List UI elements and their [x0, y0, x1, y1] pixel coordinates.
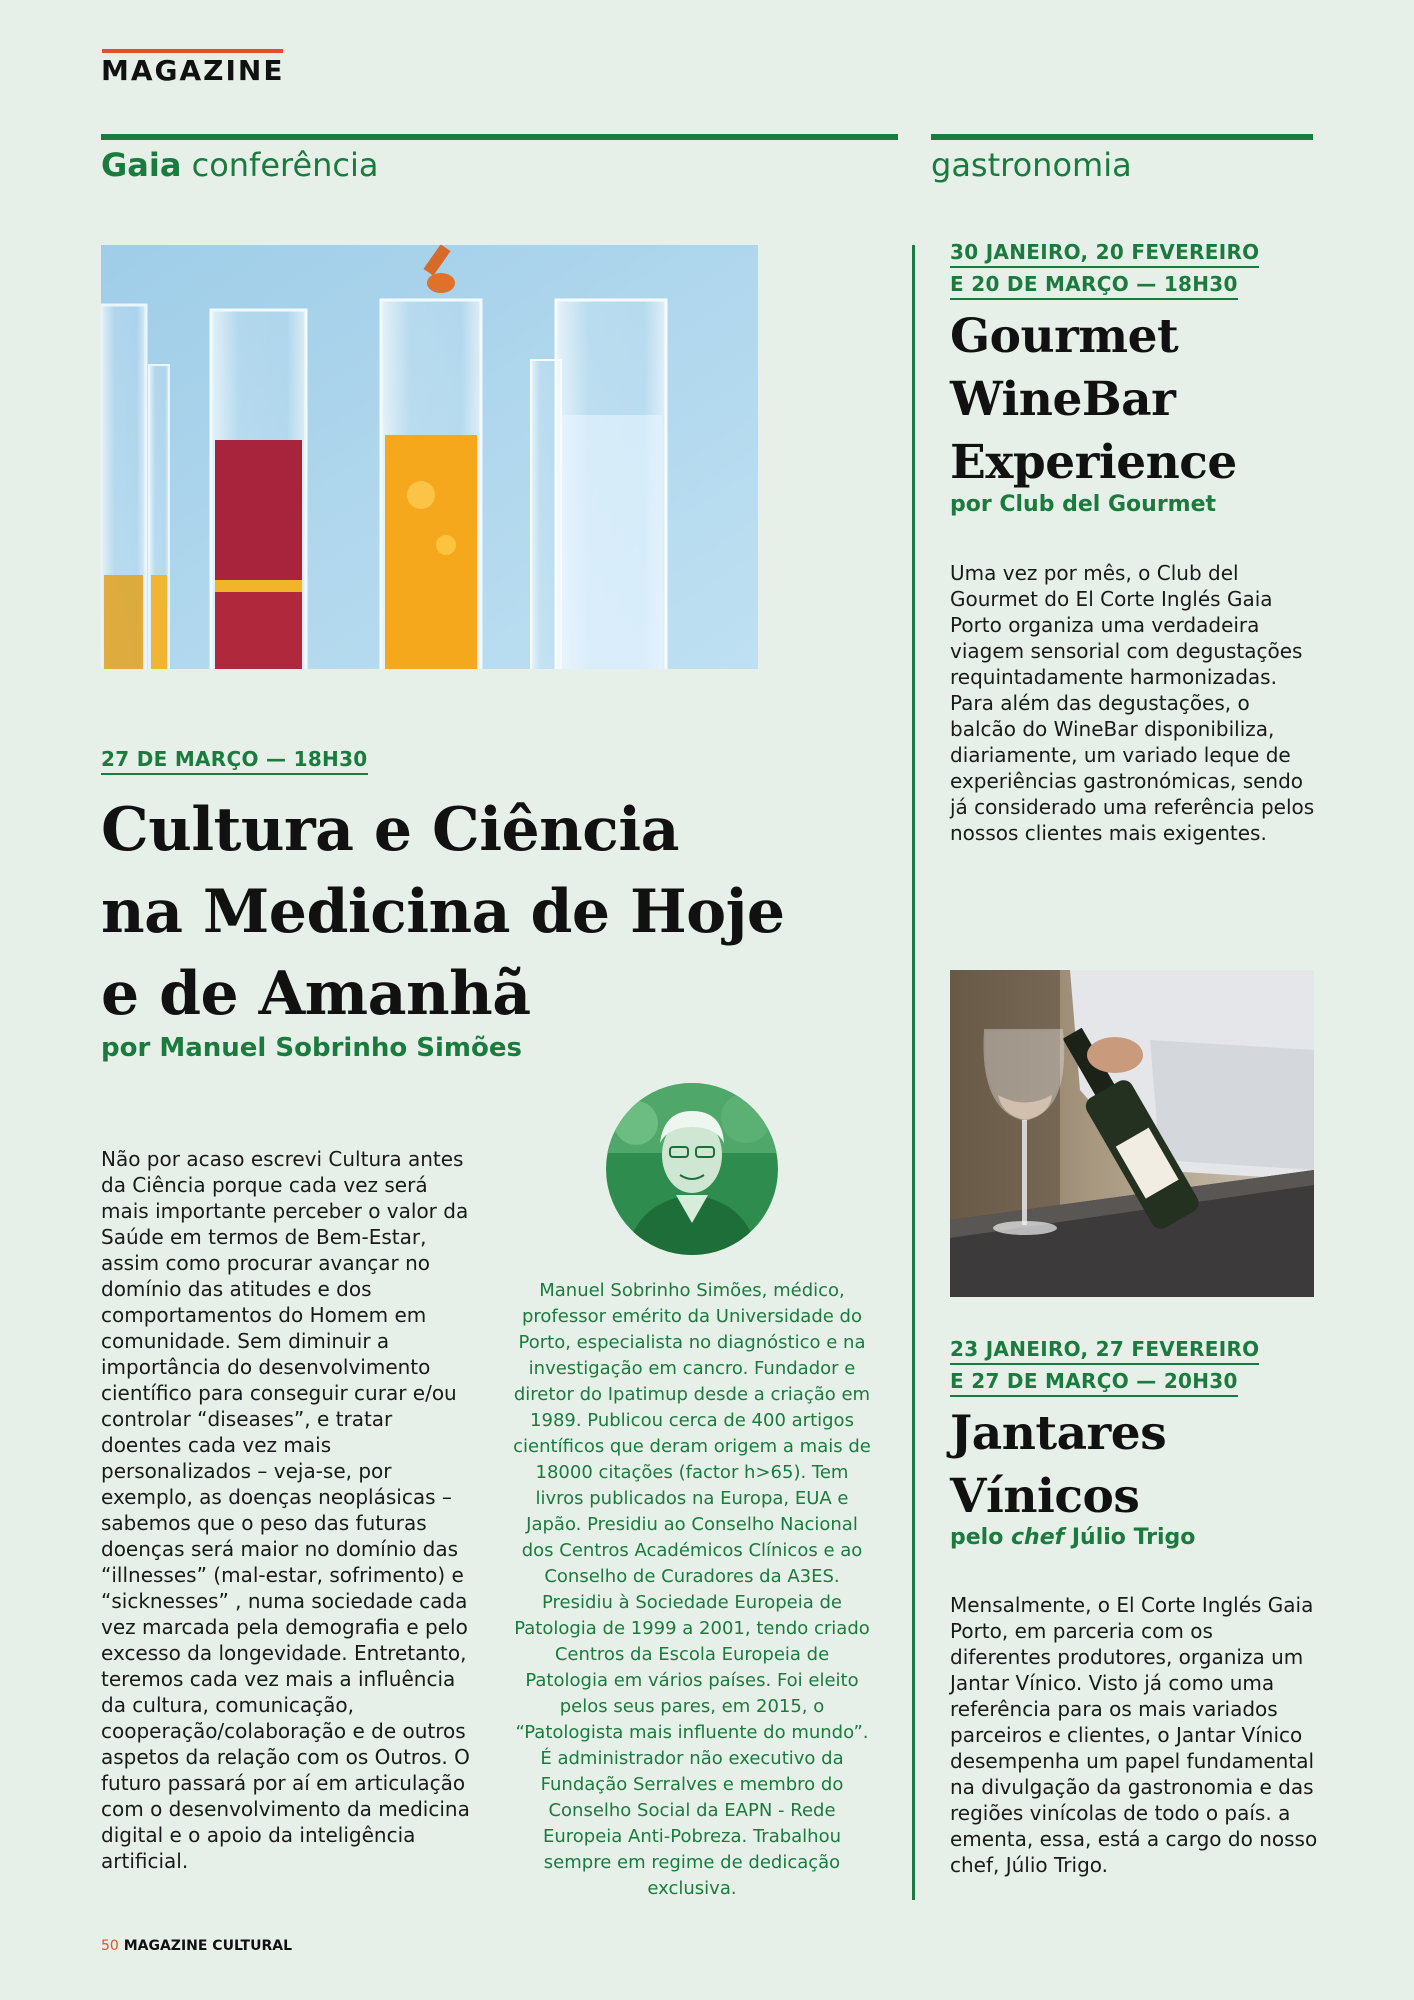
section-conferencia: conferência: [191, 146, 379, 184]
left-article-title: [101, 789, 821, 1035]
left-section-title: [101, 146, 379, 184]
right-article-1-body: Uma vez por mês, o Club del Gourmet do El Corte Inglés Gaia Porto organiza uma verdadeira viagem sensorial com degustações requintadamente harmonizadas. Para além das degustações, o balcão do WineBar disponibiliza, diariamente, um variado leque de experiências gastronómicas, sendo já considerado uma referência pelos nossos clientes mais exigentes.: [950, 561, 1315, 845]
title-line: WineBar: [950, 372, 1176, 427]
right-article-2-body: Mensalmente, o El Corte Inglés Gaia Porto, em parceria com os diferentes produtores, organiza um Jantar Vínico. Visto já como uma referência para os mais variados parceiros e clientes, o Jantar Vínico desempenha um papel fundamental na divulgação da gastronomia e das regiões vinícolas de todo o país. a ementa, essa, está a cargo do nosso chef, Júlio Trigo.: [950, 1593, 1318, 1877]
footer-label: MAGAZINE CULTURAL: [123, 1938, 293, 1954]
left-article-date-wrap: [101, 747, 368, 775]
right-article-1-title: [950, 305, 1320, 494]
left-article-byline: por Manuel Sobrinho Simões: [101, 1033, 522, 1063]
right-article-2-dates: [950, 1337, 1259, 1397]
right-article-1-dates: [950, 240, 1259, 300]
logo-accent: [101, 54, 284, 87]
right-article-2-date-line2: E 27 DE MARÇO — 20H30: [950, 1369, 1238, 1397]
wine-illustration: [950, 970, 1314, 1297]
right-article-1-byline: por Club del Gourmet: [950, 492, 1217, 517]
test-tubes-photo: [101, 245, 758, 669]
byline-chef: chef: [1011, 1525, 1065, 1550]
right-article-2-byline: [950, 1525, 1195, 1550]
author-portrait: [606, 1083, 778, 1255]
logo-text: MAGAZINE: [101, 54, 285, 87]
test-tubes-illustration: [101, 245, 758, 669]
title-line: Cultura e Ciência: [101, 795, 679, 865]
title-line: e de Amanhã: [101, 959, 531, 1029]
title-line: Experience: [950, 435, 1237, 490]
title-line: Vínicos: [950, 1469, 1140, 1524]
left-article-body: Não por acaso escrevi Cultura antes da Ciência porque cada vez será mais importante perceber o valor da Saúde em termos de Bem-Estar, assim como procurar avançar no domínio das atitudes e dos comportamentos do Homem em comunidade. Sem diminuir a importância do desenvolvimento científico para conseguir curar e/ou controlar “diseases”, e tratar doentes cada vez mais personalizados – veja-se, por exemplo, as doenças neoplásicas – sabemos que o peso das futuras doenças será maior no domínio das “illnesses” (mal-estar, sofrimento) e “sicknesses” , numa sociedade cada vez marcada pela demografia e pelo excesso da longevidade. Entretanto, teremos cada vez mais a influência da cultura, comunicação, cooperação/colaboração e de outros aspetos da relação com os Outros. O futuro passará por aí em articulação com o desenvolvimento da medicina digital e o apoio da inteligência artificial.: [101, 1147, 470, 1873]
left-article-date: 27 DE MARÇO — 18H30: [101, 747, 368, 775]
byline-name: Júlio Trigo: [1071, 1525, 1196, 1550]
section-gaia: Gaia: [101, 146, 182, 184]
left-section-rule: [101, 134, 898, 140]
right-article-2-title: [950, 1402, 1320, 1528]
wine-pouring-photo: [950, 970, 1314, 1297]
page-number: 50: [101, 1938, 119, 1954]
right-section-rule: [931, 134, 1313, 140]
right-section-title: gastronomia: [931, 146, 1132, 184]
byline-pre: pelo: [950, 1525, 1004, 1550]
author-bio: Manuel Sobrinho Simões, médico, professor emérito da Universidade do Porto, especialista no diagnóstico e na investigação em cancro. Fundador e diretor do Ipatimup desde a criação em 1989. Publicou cerca de 400 artigos científicos que deram origem a mais de 18000 citações (factor h>65). Tem livros publicados na Europa, EUA e Japão. Presidiu ao Conselho Nacional dos Centros Académicos Clínicos e ao Conselho de Curadores da A3ES. Presidiu à Sociedade Europeia de Patologia de 1999 a 2001, tendo criado Centros da Escola Europeia de Patologia em vários países. Foi eleito pelos seus pares, em 2015, o “Patologista mais influente do mundo”. É administrador não executivo da Fundação Serralves e membro do Conselho Social da EAPN - Rede Europeia Anti-Pobreza. Trabalhou sempre em regime de dedicação exclusiva.: [513, 1280, 871, 1899]
magazine-logo: [101, 54, 284, 87]
title-line: Gourmet: [950, 309, 1179, 364]
title-line: na Medicina de Hoje: [101, 877, 785, 947]
portrait-illustration: [606, 1083, 778, 1255]
title-line: Jantares: [950, 1406, 1167, 1461]
right-article-1-date-line1: 30 JANEIRO, 20 FEVEREIRO: [950, 240, 1259, 268]
page-footer: [101, 1938, 292, 1954]
column-divider: [912, 245, 915, 1900]
right-article-2-date-line1: 23 JANEIRO, 27 FEVEREIRO: [950, 1337, 1259, 1365]
right-article-1-date-line2: E 20 DE MARÇO — 18H30: [950, 272, 1238, 300]
